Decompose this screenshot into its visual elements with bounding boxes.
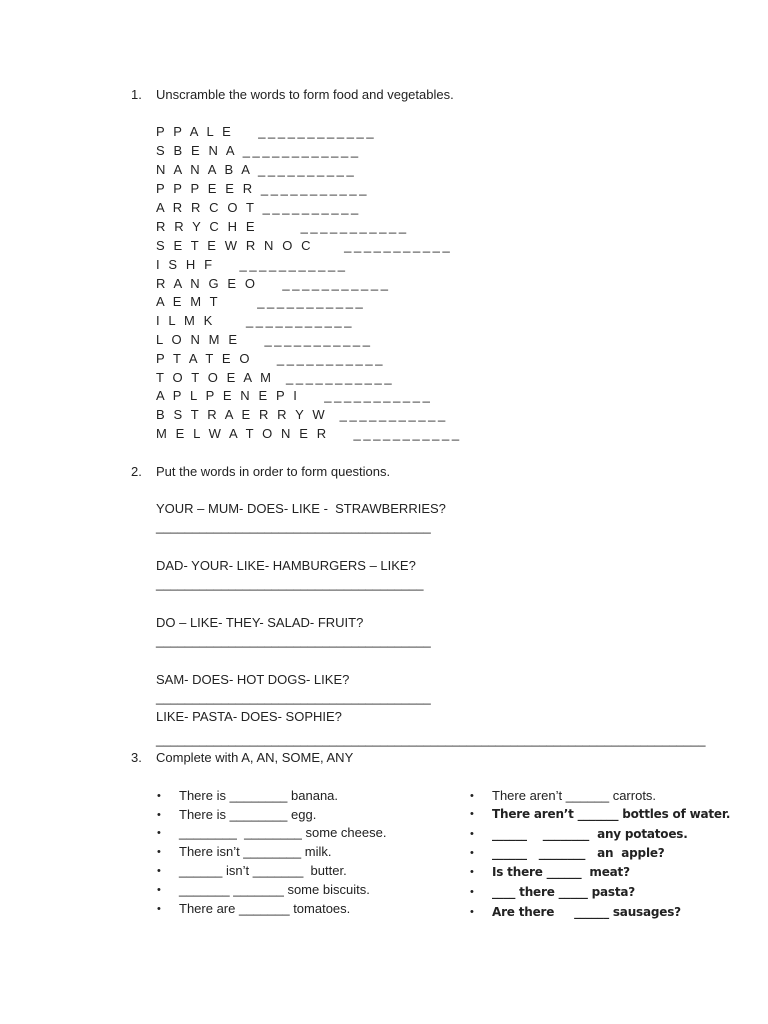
exercise-item: There is ________ egg. bbox=[179, 807, 317, 822]
bullet-icon: • bbox=[470, 906, 474, 918]
bullet-icon: • bbox=[157, 884, 161, 896]
unscramble-item: R R Y C H E ___________ bbox=[156, 219, 409, 234]
exercise-item: There isn’t ________ milk. bbox=[179, 844, 332, 859]
bullet-icon: • bbox=[470, 847, 474, 859]
unscramble-item: S B E N A ____________ bbox=[156, 143, 361, 158]
exercise-item: Are there ______ sausages? bbox=[492, 905, 681, 919]
unscramble-item: I L M K ___________ bbox=[156, 313, 355, 328]
section3-number: 3. bbox=[131, 750, 142, 765]
unscramble-item: M E L W A T O N E R ___________ bbox=[156, 426, 462, 441]
unscramble-item: A P L P E N E P I ___________ bbox=[156, 388, 433, 403]
section2-number: 2. bbox=[131, 464, 142, 479]
answer-line: ______________________________________ bbox=[156, 519, 431, 534]
exercise-item: There aren’t _______ bottles of water. bbox=[492, 807, 731, 821]
unscramble-item: I S H F ___________ bbox=[156, 257, 348, 272]
unscramble-item: P P A L E ____________ bbox=[156, 124, 377, 139]
bullet-icon: • bbox=[470, 808, 474, 820]
section1-number: 1. bbox=[131, 87, 142, 102]
question-prompt: DO – LIKE- THEY- SALAD- FRUIT? bbox=[156, 615, 364, 630]
unscramble-item: A R R C O T __________ bbox=[156, 200, 361, 215]
answer-line: ______________________________________ bbox=[156, 633, 431, 648]
answer-line: _____________________________________ bbox=[156, 576, 424, 591]
unscramble-item: P T A T E O ___________ bbox=[156, 351, 386, 366]
unscramble-item: L O N M E ___________ bbox=[156, 332, 373, 347]
bullet-icon: • bbox=[470, 886, 474, 898]
answer-line: ____________________________________________________________________________ bbox=[156, 732, 706, 747]
unscramble-item: B S T R A E R R Y W ___________ bbox=[156, 407, 448, 422]
question-prompt: SAM- DOES- HOT DOGS- LIKE? bbox=[156, 672, 350, 687]
section1-title: Unscramble the words to form food and vegetables. bbox=[156, 87, 454, 102]
unscramble-item: P P P E E R ___________ bbox=[156, 181, 370, 196]
unscramble-item: T O T O E A M ___________ bbox=[156, 370, 395, 385]
exercise-item: There are _______ tomatoes. bbox=[179, 901, 351, 916]
bullet-icon: • bbox=[470, 866, 474, 878]
unscramble-item: R A N G E O ___________ bbox=[156, 276, 391, 291]
exercise-item: ______ isn’t _______ butter. bbox=[179, 863, 347, 878]
question-prompt: YOUR – MUM- DOES- LIKE - STRAWBERRIES? bbox=[156, 501, 446, 516]
exercise-item: ________ ________ some cheese. bbox=[179, 825, 387, 840]
exercise-item: Is there ______ meat? bbox=[492, 865, 630, 879]
bullet-icon: • bbox=[157, 790, 161, 802]
bullet-icon: • bbox=[157, 827, 161, 839]
exercise-item: There is ________ banana. bbox=[179, 788, 339, 803]
unscramble-item: A E M T ___________ bbox=[156, 294, 366, 309]
unscramble-item: S E T E W R N O C ___________ bbox=[156, 238, 453, 253]
exercise-item: ______ ________ an apple? bbox=[492, 846, 665, 860]
bullet-icon: • bbox=[157, 903, 161, 915]
bullet-icon: • bbox=[157, 846, 161, 858]
bullet-icon: • bbox=[470, 828, 474, 840]
bullet-icon: • bbox=[157, 865, 161, 877]
section2-title: Put the words in order to form questions. bbox=[156, 464, 391, 479]
exercise-item: ______ ________ any potatoes. bbox=[492, 827, 688, 841]
bullet-icon: • bbox=[157, 809, 161, 821]
unscramble-item: N A N A B A __________ bbox=[156, 162, 357, 177]
section3-title: Complete with A, AN, SOME, ANY bbox=[156, 750, 354, 765]
question-prompt: DAD- YOUR- LIKE- HAMBURGERS – LIKE? bbox=[156, 558, 416, 573]
exercise-item: _______ _______ some biscuits. bbox=[179, 882, 370, 897]
exercise-item: ____ there _____ pasta? bbox=[492, 885, 636, 899]
exercise-item: There aren’t ______ carrots. bbox=[492, 788, 657, 803]
bullet-icon: • bbox=[470, 790, 474, 802]
answer-line: ______________________________________ bbox=[156, 690, 431, 705]
question-prompt: LIKE- PASTA- DOES- SOPHIE? bbox=[156, 709, 342, 724]
